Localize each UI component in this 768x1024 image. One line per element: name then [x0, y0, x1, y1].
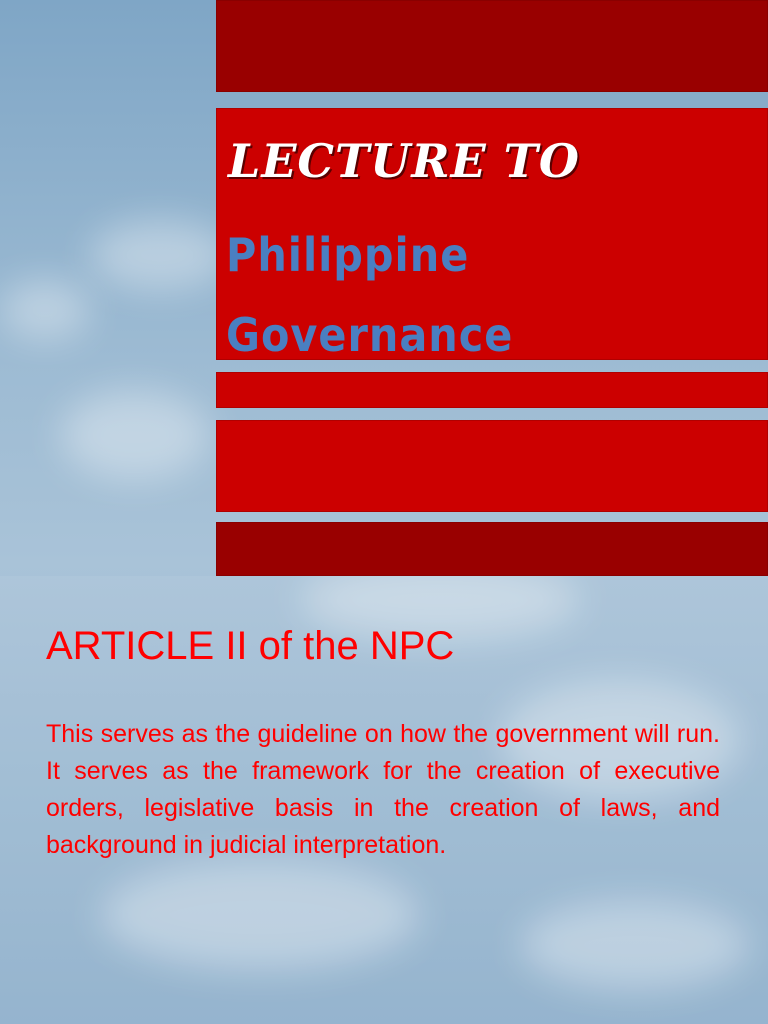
title-philippine: Philippine — [226, 228, 470, 282]
decor-band-bottom — [216, 522, 768, 576]
title-governance: Governance — [226, 308, 514, 362]
decor-band-middle — [216, 420, 768, 512]
decor-band-top — [216, 0, 768, 92]
decor-band-thin — [216, 372, 768, 408]
title-lecture-to: LECTURE TO — [228, 134, 580, 188]
slide-body-text: This serves as the guideline on how the government will run. It serves as the framework for the creation of executive orders, legislative basis in the creation of laws, and background in judicial interpretation. — [46, 720, 720, 859]
slide-heading: ARTICLE II of the NPC — [46, 624, 455, 668]
